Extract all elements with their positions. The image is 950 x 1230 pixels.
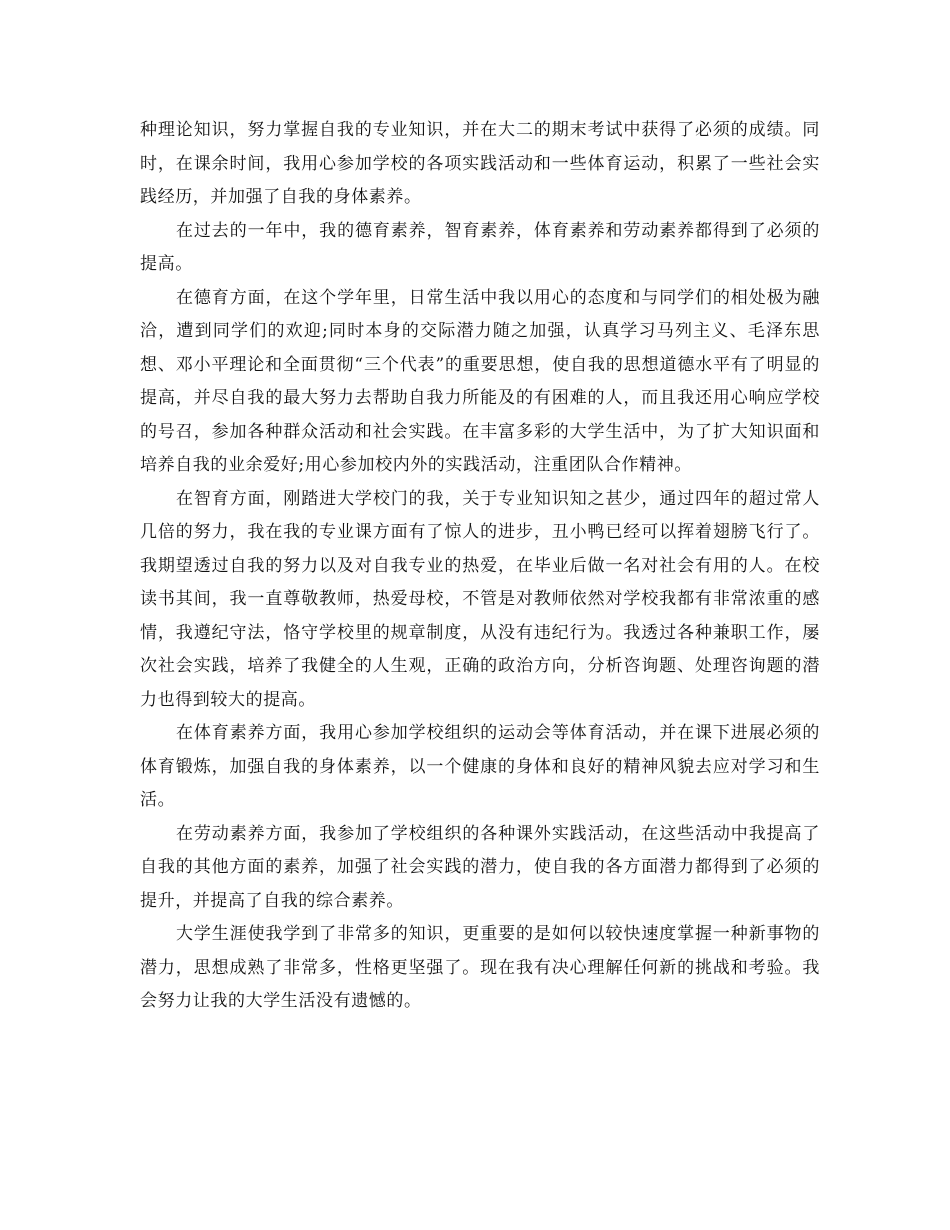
paragraph-1: 种理论知识，努力掌握自我的专业知识，并在大二的期末考试中获得了必须的成绩。同时，在课余时间，我用心参加学校的各项实践活动和一些体育运动，积累了一些社会实践经历，并加强了自我的身体素养。 (140, 120, 820, 207)
paragraph-3: 在德育方面，在这个学年里，日常生活中我以用心的态度和与同学们的相处极为融洽，遭到同学们的欢迎;同时本身的交际潜力随之加强，认真学习马列主义、毛泽东思想、邓小平理论和全面贯彻“三个代表”的重要思想，使自我的思想道德水平有了明显的提高，并尽自我的最大努力去帮助自我力所能及的有困难的人，而且我还用心响应学校的号召，参加各种群众活动和社会实践。在丰富多彩的大学生活中，为了扩大知识面和培养自我的业余爱好;用心参加校内外的实践活动，注重团队合作精神。 (140, 287, 820, 475)
paragraph-5: 在体育素养方面，我用心参加学校组织的运动会等体育活动，并在课下进展必须的体育锻炼，加强自我的身体素养，以一个健康的身体和良好的精神风貌去应对学习和生活。 (140, 723, 820, 810)
document-body (140, 114, 820, 1019)
paragraph-7: 大学生涯使我学到了非常多的知识，更重要的是如何以较快速度掌握一种新事物的潜力，思想成熟了非常多，性格更坚强了。现在我有决心理解任何新的挑战和考验。我会努力让我的大学生活没有遗憾的。 (140, 924, 820, 1011)
paragraph-6: 在劳动素养方面，我参加了学校组织的各种课外实践活动，在这些活动中我提高了自我的其他方面的素养，加强了社会实践的潜力，使自我的各方面潜力都得到了必须的提升，并提高了自我的综合素养。 (140, 823, 820, 911)
paragraph-4: 在智育方面，刚踏进大学校门的我，关于专业知识知之甚少，通过四年的超过常人几倍的努力，我在我的专业课方面有了惊人的进步，丑小鸭已经可以挥着翅膀飞行了。我期望透过自我的努力以及对自我专业的热爱，在毕业后做一名对社会有用的人。在校读书其间，我一直尊敬教师，热爱母校，不管是对教师依然对学校我都有非常浓重的感情，我遵纪守法，恪守学校里的规章制度，从没有违纪行为。我透过各种兼职工作，屡次社会实践，培养了我健全的人生观，正确的政治方向，分析咨询题、处理咨询题的潜力也得到较大的提高。 (140, 488, 820, 710)
paragraph-2: 在过去的一年中，我的德育素养，智育素养，体育素养和劳动素养都得到了必须的提高。 (140, 220, 820, 274)
